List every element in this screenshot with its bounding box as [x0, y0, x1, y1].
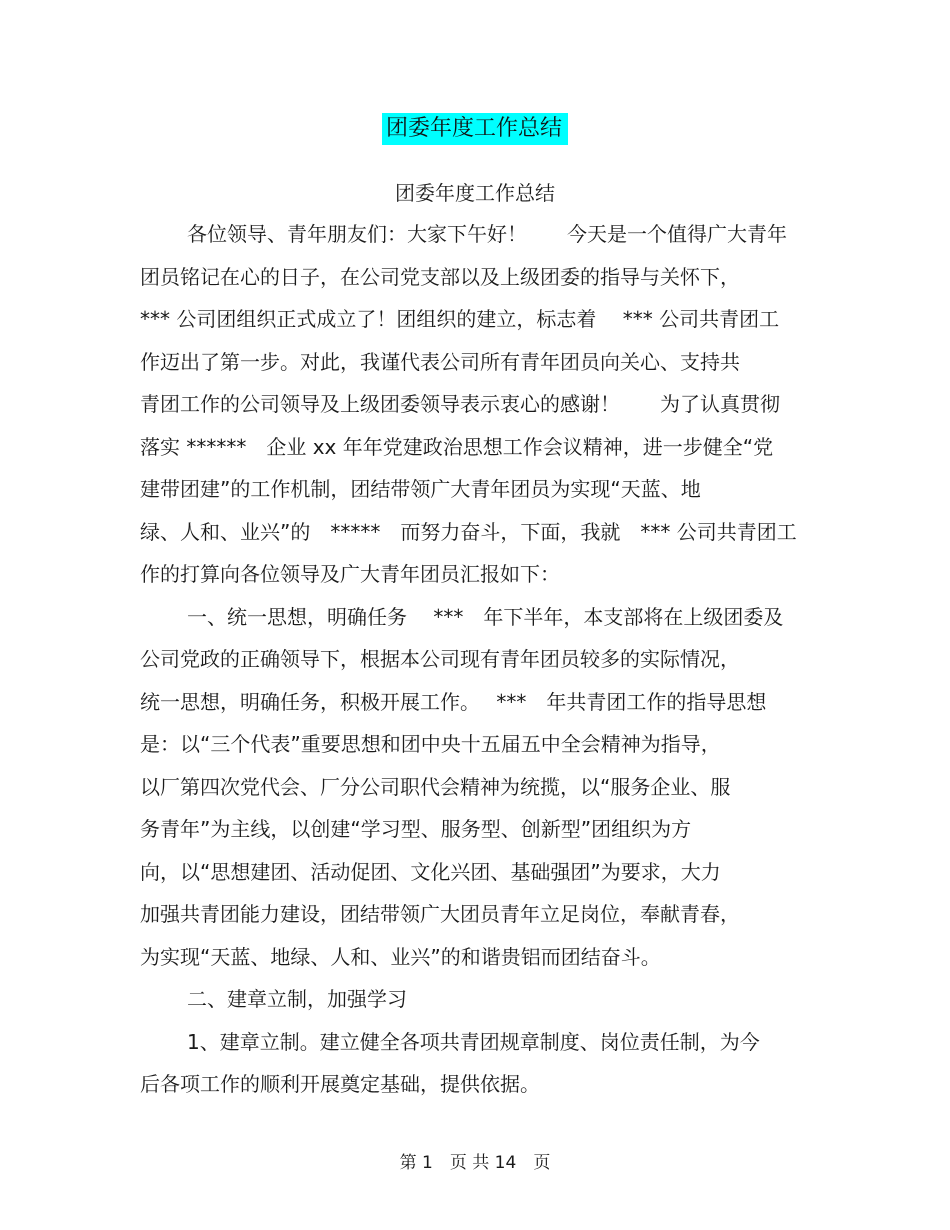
body-line: 为实现“天蓝、地绿、人和、业兴”的和谐贵铝而团结奋斗。: [140, 944, 661, 969]
body-line: 作的打算向各位领导及广大青年团员汇报如下：: [140, 562, 560, 586]
body-line: 1、建章立制。建立健全各项共青团规章制度、岗位责任制，为今: [187, 1029, 760, 1054]
body-line: 建带团建”的工作机制，团结带领广大青年团员为实现“天蓝、地: [140, 477, 701, 501]
body-line: 团员铭记在心的日子，在公司党支部以及上级团委的指导与关怀下，: [140, 264, 740, 289]
body-line: 各位领导、青年朋友们：大家下午好！ 今天是一个值得广大青年: [187, 222, 787, 246]
body-line: *** 公司团组织正式成立了！团组织的建立，标志着 *** 公司共青团工: [140, 307, 780, 331]
document-body: [140, 219, 820, 1112]
body-line: 落实 ****** 企业 xx 年年党建政治思想工作会议精神，进一步健全“党: [140, 434, 774, 459]
body-line: 二、建章立制，加强学习: [187, 987, 407, 1011]
body-line: 青团工作的公司领导及上级团委领导表示衷心的感谢！ 为了认真贯彻: [140, 392, 780, 416]
body-line: 作迈出了第一步。对此，我谨代表公司所有青年团员向关心、支持共: [140, 349, 740, 374]
body-line: 统一思想，明确任务，积极开展工作。 *** 年共青团工作的指导思想: [140, 689, 767, 714]
body-line: 向，以“思想建团、活动促团、文化兴团、基础强团”为要求，大力: [140, 859, 721, 884]
page-footer: 第 1 页 共 14 页: [399, 1153, 551, 1173]
body-line: 公司党政的正确领导下，根据本公司现有青年团员较多的实际情况，: [140, 647, 740, 671]
document-subtitle: 团委年度工作总结: [395, 181, 555, 205]
body-line: 绿、人和、业兴”的 ***** 而努力奋斗，下面，我就 *** 公司共青团工: [140, 519, 797, 544]
document-title-wrap: [0, 113, 950, 145]
body-line: 加强共青团能力建设，团结带领广大团员青年立足岗位，奉献青春，: [140, 902, 740, 926]
body-line: 以厂第四次党代会、厂分公司职代会精神为统揽，以“服务企业、服: [140, 774, 731, 799]
body-line: 一、统一思想，明确任务 *** 年下半年，本支部将在上级团委及: [187, 604, 784, 629]
body-line: 务青年”为主线，以创建“学习型、服务型、创新型”团组织为方: [140, 817, 692, 841]
body-line: 后各项工作的顺利开展奠定基础，提供依据。: [140, 1072, 540, 1096]
body-line: 是：以“三个代表”重要思想和团中央十五届五中全会精神为指导，: [140, 732, 721, 756]
document-title: 团委年度工作总结: [382, 113, 568, 145]
